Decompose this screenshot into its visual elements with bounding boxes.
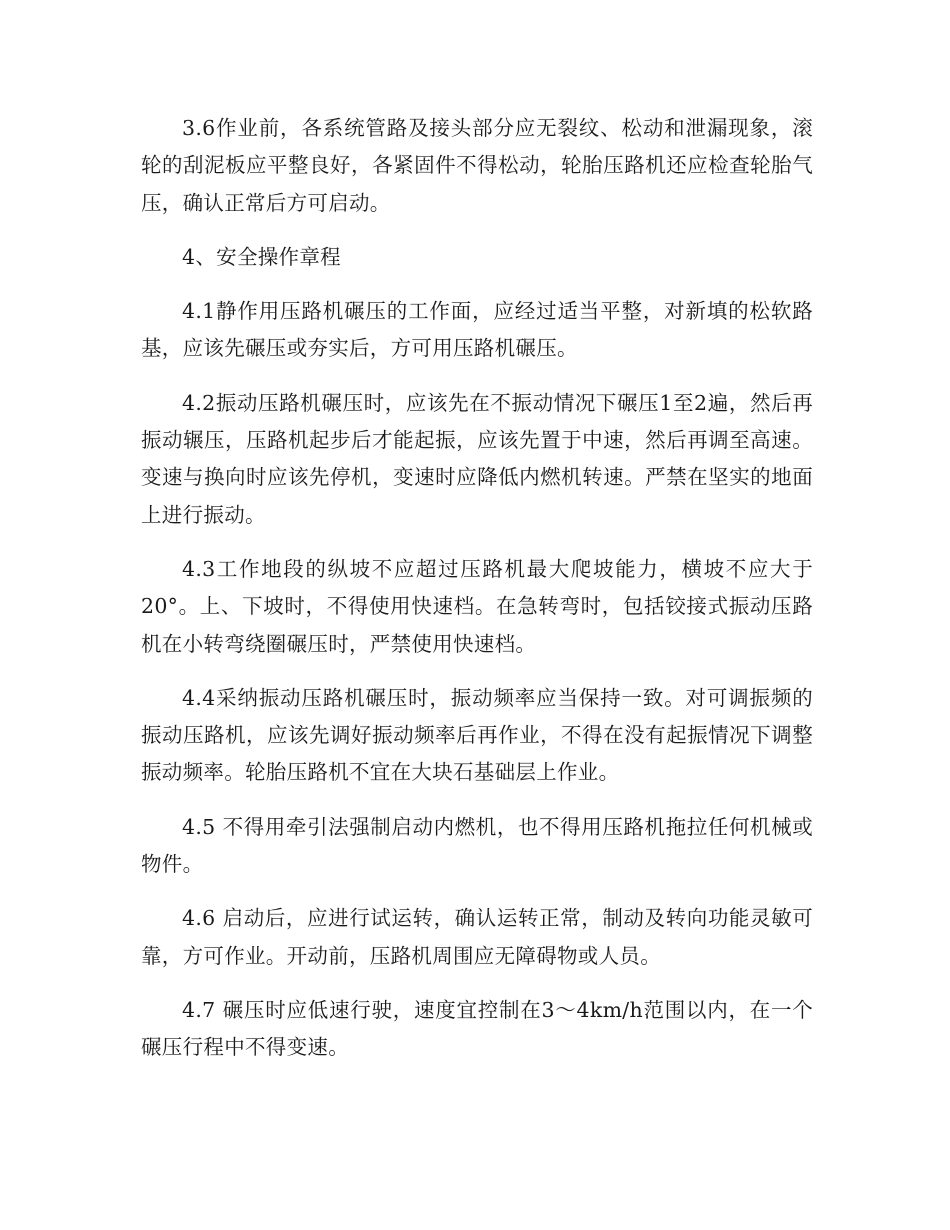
paragraph-4-6: 4.6 启动后，应进行试运转，确认运转正常，制动及转向功能灵敏可靠，方可作业。开动前，压路机周围应无障碍物或人员。 (141, 906, 813, 968)
paragraph-4-4: 4.4采纳振动压路机碾压时，振动频率应当保持一致。对可调振频的振动压路机，应该先调好振动频率后再作业，不得在没有起振情况下调整振动频率。轮胎压路机不宜在大块石基础层上作业。 (141, 685, 813, 785)
document-body (141, 110, 813, 1084)
paragraph-4-2: 4.2振动压路机碾压时，应该先在不振动情况下碾压1至2遍，然后再振动辗压，压路机起步后才能起振，应该先置于中速，然后再调至高速。变速与换向时应该先停机，变速时应降低内燃机转速。严禁在坚实的地面上进行振动。 (141, 390, 813, 527)
section-heading-4: 4、安全操作章程 (182, 244, 341, 269)
paragraph-4-1: 4.1静作用压路机碾压的工作面，应经过适当平整，对新填的松软路基，应该先碾压或夯实后，方可用压路机碾压。 (141, 299, 813, 361)
paragraph-4-7: 4.7 碾压时应低速行驶，速度宜控制在3～4km/h范围以内，在一个碾压行程中不得变速。 (141, 997, 813, 1060)
paragraph-4-5: 4.5 不得用牵引法强制启动内燃机，也不得用压路机拖拉任何机械或物件。 (141, 814, 813, 877)
paragraph-4-3: 4.3工作地段的纵坡不应超过压路机最大爬坡能力，横坡不应大于20°。上、下坡时，不得使用快速档。在急转弯时，包括铰接式振动压路机在小转弯绕圈碾压时，严禁使用快速档。 (141, 556, 813, 656)
paragraph-3-6: 3.6作业前，各系统管路及接头部分应无裂纹、松动和泄漏现象，滚轮的刮泥板应平整良好，各紧固件不得松动，轮胎压路机还应检查轮胎气压，确认正常后方可启动。 (141, 116, 813, 215)
